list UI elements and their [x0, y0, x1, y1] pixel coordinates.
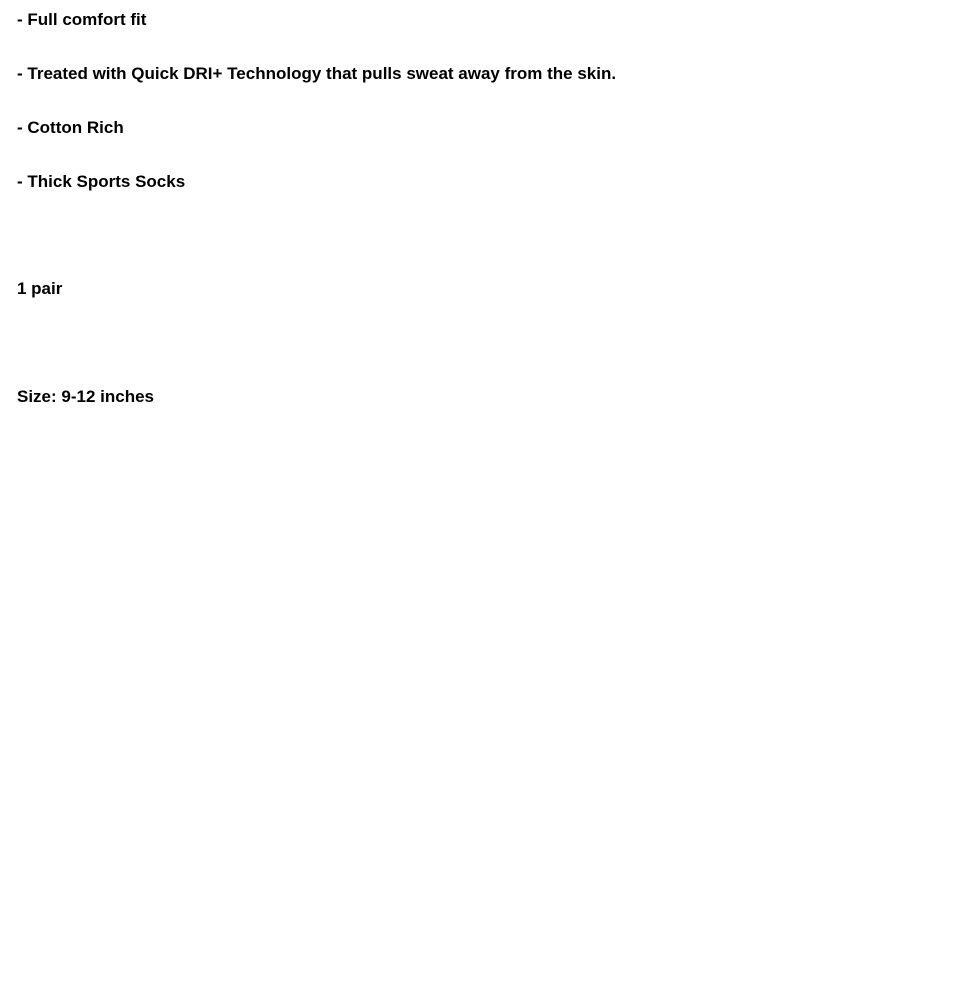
size-text: Size: 9-12 inches — [17, 387, 155, 406]
feature-quick-dri: - Treated with Quick DRI+ Technology that pulls sweat away from the skin. — [17, 64, 617, 83]
feature-thick-sports-socks: - Thick Sports Socks — [17, 172, 186, 191]
quantity-text: 1 pair — [17, 279, 63, 298]
feature-comfort-fit: - Full comfort fit — [17, 10, 147, 29]
feature-cotton-rich: - Cotton Rich — [17, 118, 124, 137]
